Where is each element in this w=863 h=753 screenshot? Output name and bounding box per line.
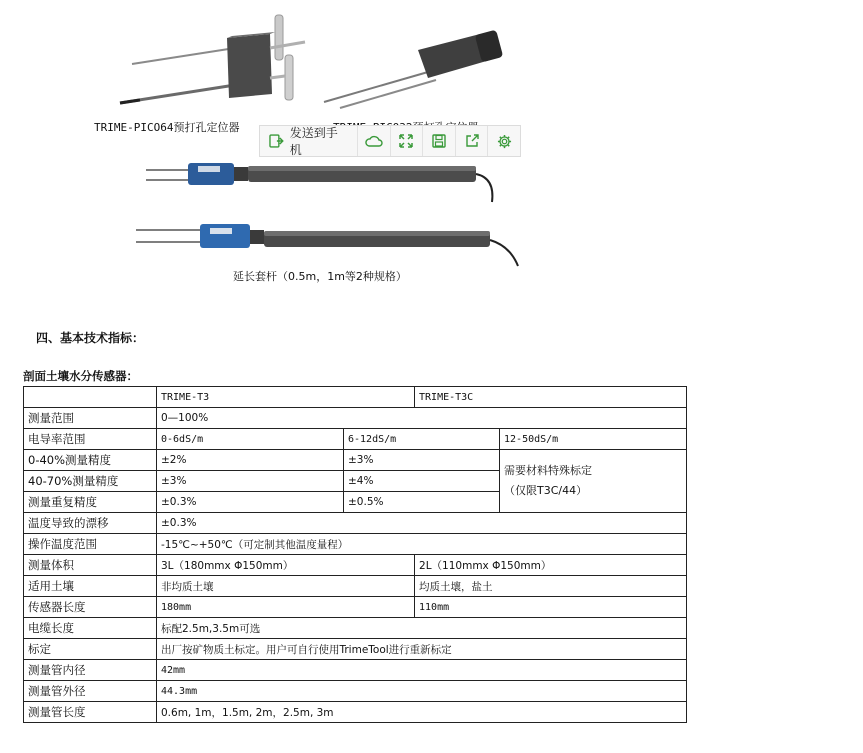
- expand-icon: [399, 134, 413, 148]
- extension-rod-caption: 延长套杆（0.5m，1m等2种规格）: [233, 270, 407, 283]
- pico64-caption: TRIME-PICO64预打孔定位器: [94, 121, 240, 134]
- table-row: [24, 534, 687, 555]
- special-calibration-note: [500, 450, 687, 513]
- header-blank: [24, 387, 157, 408]
- settings-button[interactable]: [488, 126, 520, 156]
- row-value: 3L（180mmx Φ150mm）: [157, 555, 415, 576]
- table-row: [24, 639, 687, 660]
- special-note-line-1: 需要材料特殊标定: [504, 464, 593, 477]
- table-row: [24, 681, 687, 702]
- table-row: [24, 555, 687, 576]
- row-label: 标定: [24, 639, 157, 660]
- row-value: 0.6m, 1m，1.5m, 2m，2.5m, 3m: [157, 702, 687, 723]
- row-value: ±0.5%: [344, 492, 500, 513]
- section-subtitle: 剖面土壤水分传感器：: [23, 369, 138, 383]
- gear-icon: [497, 134, 512, 149]
- section-title: 四、基本技术指标：: [36, 331, 145, 345]
- row-value: 0—100%: [157, 408, 687, 429]
- row-value: ±3%: [157, 471, 344, 492]
- sensor-extension-rod-image: [130, 160, 530, 270]
- row-label: 测量体积: [24, 555, 157, 576]
- fullscreen-button[interactable]: [391, 126, 424, 156]
- send-to-phone-label: 发送到手机: [289, 126, 338, 157]
- row-label: 测量重复精度: [24, 492, 157, 513]
- row-label: 温度导致的漂移: [24, 513, 157, 534]
- table-row: [24, 450, 687, 471]
- header-trime-t3: TRIME-T3: [157, 387, 415, 408]
- row-value: 标配2.5m,3.5m可选: [157, 618, 687, 639]
- row-value: 44.3mm: [157, 681, 687, 702]
- cloud-icon: [365, 134, 383, 148]
- row-label: 40-70%测量精度: [24, 471, 157, 492]
- table-row: [24, 660, 687, 681]
- table-row: [24, 408, 687, 429]
- table-row: [24, 618, 687, 639]
- table-row: [24, 513, 687, 534]
- send-to-phone-button[interactable]: [260, 126, 358, 156]
- phone-send-icon: [268, 133, 284, 149]
- row-label: 操作温度范围: [24, 534, 157, 555]
- row-label: 测量范围: [24, 408, 157, 429]
- row-value: ±2%: [157, 450, 344, 471]
- share-button[interactable]: [456, 126, 489, 156]
- row-value: 均质土壤，盐土: [415, 576, 687, 597]
- row-value: 非均质土壤: [157, 576, 415, 597]
- row-value: 42mm: [157, 660, 687, 681]
- share-icon: [465, 134, 479, 148]
- row-value: 6-12dS/m: [344, 429, 500, 450]
- table-row: [24, 702, 687, 723]
- row-value: ±4%: [344, 471, 500, 492]
- floppy-icon: [432, 134, 446, 148]
- row-value: 2L（110mmx Φ150mm）: [415, 555, 687, 576]
- floating-toolbar: [259, 125, 521, 157]
- save-button[interactable]: [423, 126, 456, 156]
- row-value: -15℃~+50℃（可定制其他温度量程）: [157, 534, 687, 555]
- spec-table: [23, 386, 687, 723]
- row-label: 测量管外径: [24, 681, 157, 702]
- row-value: ±3%: [344, 450, 500, 471]
- pico64-locator-image: [110, 10, 320, 110]
- row-label: 0-40%测量精度: [24, 450, 157, 471]
- row-label: 测量管内径: [24, 660, 157, 681]
- row-value: 110mm: [415, 597, 687, 618]
- row-value: ±0.3%: [157, 513, 687, 534]
- row-label: 测量管长度: [24, 702, 157, 723]
- table-row: [24, 597, 687, 618]
- row-value: 0-6dS/m: [157, 429, 344, 450]
- table-row: [24, 429, 687, 450]
- row-label: 传感器长度: [24, 597, 157, 618]
- row-label: 电导率范围: [24, 429, 157, 450]
- row-value: 出厂按矿物质土标定。用户可自行使用TrimeTool进行重新标定: [157, 639, 687, 660]
- header-trime-t3c: TRIME-T3C: [415, 387, 687, 408]
- row-value: ±0.3%: [157, 492, 344, 513]
- row-label: 适用土壤: [24, 576, 157, 597]
- table-row: [24, 576, 687, 597]
- special-note-line-2: （仅限T3C/44）: [504, 484, 588, 497]
- table-header-row: [24, 387, 687, 408]
- row-value: 12-50dS/m: [500, 429, 687, 450]
- cloud-save-button[interactable]: [358, 126, 391, 156]
- row-value: 180mm: [157, 597, 415, 618]
- pico32-locator-image: [318, 20, 518, 110]
- row-label: 电缆长度: [24, 618, 157, 639]
